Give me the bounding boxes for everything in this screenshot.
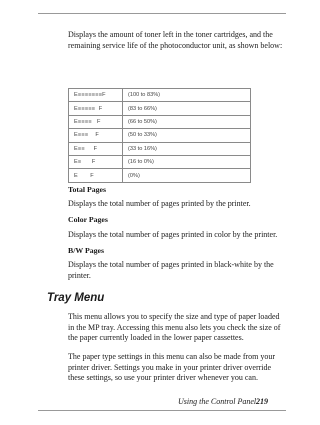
gauge-cell: E≡≡≡≡≡ F — [69, 102, 123, 115]
range-cell: (100 to 83%) — [123, 89, 251, 102]
heading-total-pages: Total Pages — [68, 185, 107, 194]
gauge-cell: E≡≡ F — [69, 142, 123, 155]
table-row — [69, 89, 251, 102]
table-row — [69, 169, 251, 182]
range-cell: (0%) — [123, 169, 251, 182]
heading-bw-pages: B/W Pages — [68, 246, 105, 255]
range-cell: (50 to 33%) — [123, 129, 251, 142]
range-cell: (66 to 50%) — [123, 115, 251, 128]
gauge-cell: E≡≡≡≡ F — [69, 115, 123, 128]
table-row — [69, 115, 251, 128]
table-row — [69, 155, 251, 168]
range-cell: (83 to 66%) — [123, 102, 251, 115]
gauge-cell: E≡ F — [69, 155, 123, 168]
tray-menu-paragraph-1: This menu allows you to specify the size and type of paper loaded in the MP tray. Accessing this menu also lets you check the size of the paper currently loaded in the lower paper cassettes. — [68, 312, 281, 342]
table-row — [69, 102, 251, 115]
heading-color-pages: Color Pages — [68, 215, 108, 224]
color-pages-text: Displays the total number of pages printed in color by the printer. — [68, 230, 278, 239]
tray-menu-paragraph-2: The paper type settings in this menu can also be made from your printer driver. Settings you make in your printer driver override these settings, so use your printer driver whenever you can. — [68, 352, 276, 382]
page-number: 219 — [256, 397, 268, 406]
table-row — [69, 142, 251, 155]
gauge-cell: E≡≡≡ F — [69, 129, 123, 142]
gauge-cell: E F — [69, 169, 123, 182]
table-row — [69, 129, 251, 142]
footer-chapter-title: Using the Control Panel — [178, 397, 257, 406]
intro-paragraph: Displays the amount of toner left in the toner cartridges, and the remaining service life of the photoconductor unit, as shown below: — [68, 30, 283, 50]
toner-gauge-table — [68, 88, 251, 183]
total-pages-text: Displays the total number of pages printed by the printer. — [68, 199, 251, 208]
bw-pages-text: Displays the total number of pages printed in black-white by the printer. — [68, 260, 274, 280]
gauge-cell: E≡≡≡≡≡≡≡F — [69, 89, 123, 102]
range-cell: (33 to 16%) — [123, 142, 251, 155]
header-rule — [38, 13, 286, 14]
footer-rule — [38, 410, 286, 411]
tray-menu-title: Tray Menu — [47, 292, 105, 304]
range-cell: (16 to 0%) — [123, 155, 251, 168]
